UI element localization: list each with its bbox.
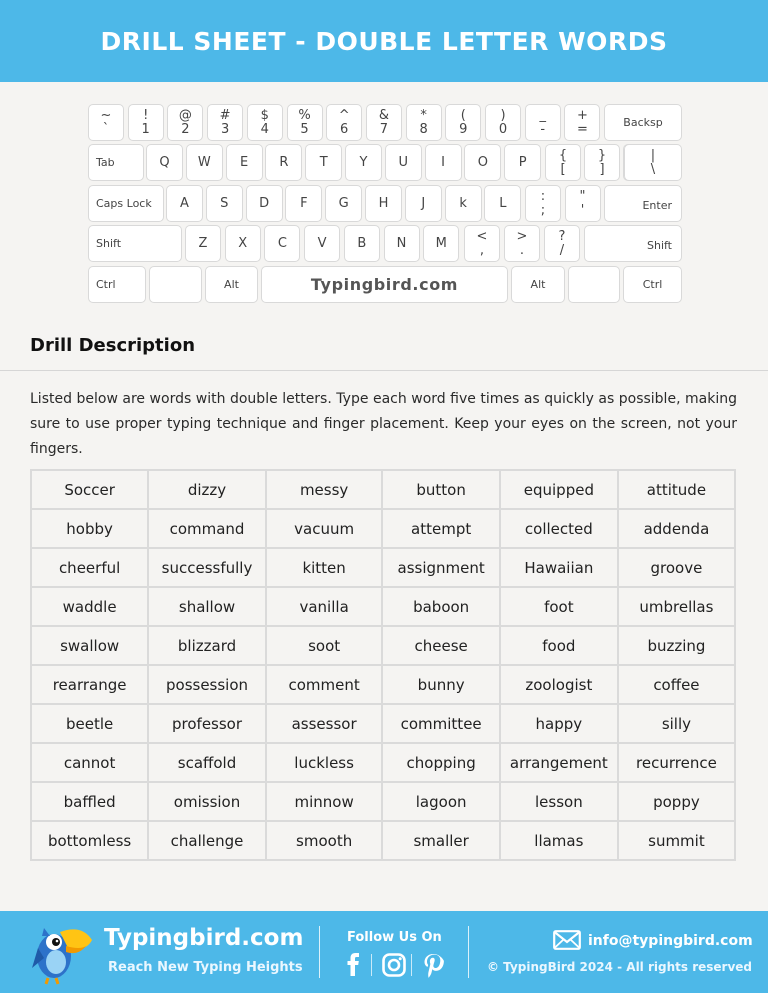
key-7: & 7 — [366, 104, 402, 141]
key-q: Q — [146, 144, 183, 181]
word-cell: coffee — [618, 665, 735, 704]
word-cell: cheerful — [31, 548, 148, 587]
key-symbol: : ; — [525, 185, 561, 222]
word-cell: baffled — [31, 782, 148, 821]
word-cell: chopping — [382, 743, 499, 782]
word-cell: foot — [500, 587, 618, 626]
pinterest-icon[interactable] — [420, 952, 446, 978]
word-cell: assessor — [266, 704, 383, 743]
key-g: G — [325, 185, 362, 222]
footer-brand-name: Typingbird.com — [104, 925, 304, 951]
word-cell: possession — [148, 665, 266, 704]
word-cell: waddle — [31, 587, 148, 626]
word-cell: silly — [618, 704, 735, 743]
word-cell: arrangement — [500, 743, 618, 782]
key-a: A — [166, 185, 203, 222]
key-j: J — [405, 185, 442, 222]
key-n: N — [384, 225, 420, 262]
word-cell: committee — [382, 704, 499, 743]
word-cell: Hawaiian — [500, 548, 618, 587]
word-cell: llamas — [500, 821, 618, 860]
word-cell: assignment — [382, 548, 499, 587]
drill-description-heading: Drill Description — [30, 335, 196, 356]
key--: _ - — [525, 104, 561, 141]
table-row — [31, 665, 735, 704]
word-cell: command — [148, 509, 266, 548]
key-symbol: < , — [464, 225, 500, 262]
key-symbol: } ] — [584, 144, 620, 181]
key-symbol: { [ — [545, 144, 581, 181]
table-row — [31, 470, 735, 509]
key-shift-left: Shift — [88, 225, 182, 262]
word-cell: recurrence — [618, 743, 735, 782]
social-divider — [411, 954, 412, 976]
word-cell: scaffold — [148, 743, 266, 782]
word-cell: hobby — [31, 509, 148, 548]
key-alt-right: Alt — [511, 266, 565, 303]
word-cell: attempt — [382, 509, 499, 548]
word-cell: food — [500, 626, 618, 665]
word-cell: addenda — [618, 509, 735, 548]
word-cell: vanilla — [266, 587, 383, 626]
word-cell: smaller — [382, 821, 499, 860]
word-cell: happy — [500, 704, 618, 743]
key-z: Z — [185, 225, 221, 262]
table-row — [31, 821, 735, 860]
key-alt-left: Alt — [205, 266, 258, 303]
word-cell: bottomless — [31, 821, 148, 860]
key-r: R — [265, 144, 302, 181]
word-cell: minnow — [266, 782, 383, 821]
key-ctrl-left: Ctrl — [88, 266, 146, 303]
key-w: W — [186, 144, 223, 181]
footer-tagline: Reach New Typing Heights — [108, 960, 303, 975]
page-title: DRILL SHEET - DOUBLE LETTER WORDS — [100, 26, 668, 56]
social-divider — [371, 954, 372, 976]
word-cell: vacuum — [266, 509, 383, 548]
word-cell: zoologist — [500, 665, 618, 704]
word-cell: poppy — [618, 782, 735, 821]
key-blank — [149, 266, 202, 303]
facebook-icon[interactable] — [341, 952, 367, 978]
word-cell: professor — [148, 704, 266, 743]
footer-copyright: © TypingBird 2024 - All rights reserved — [487, 960, 752, 974]
word-cell: messy — [266, 470, 383, 509]
key-e: E — [226, 144, 263, 181]
follow-us-label: Follow Us On — [347, 930, 442, 945]
key-v: V — [304, 225, 340, 262]
key-6: ^ 6 — [326, 104, 362, 141]
key-d: D — [246, 185, 283, 222]
word-cell: kitten — [266, 548, 383, 587]
key-backspace: Backsp — [604, 104, 682, 141]
table-row — [31, 587, 735, 626]
key-symbol: > . — [504, 225, 540, 262]
table-row — [31, 743, 735, 782]
key-blank — [568, 266, 620, 303]
key-c: C — [264, 225, 300, 262]
key-t: T — [305, 144, 342, 181]
key-o: O — [464, 144, 501, 181]
word-cell: challenge — [148, 821, 266, 860]
key-8: * 8 — [406, 104, 442, 141]
word-cell: attitude — [618, 470, 735, 509]
page-header — [0, 0, 768, 82]
key-l: L — [484, 185, 521, 222]
word-cell: buzzing — [618, 626, 735, 665]
table-row — [31, 626, 735, 665]
bird-logo-icon — [30, 918, 98, 986]
table-row — [31, 509, 735, 548]
key-s: S — [206, 185, 243, 222]
table-row — [31, 782, 735, 821]
footer-divider — [468, 926, 469, 978]
key-f: F — [285, 185, 322, 222]
word-cell: button — [382, 470, 499, 509]
word-cell: smooth — [266, 821, 383, 860]
contact-email[interactable]: info@typingbird.com — [588, 933, 753, 949]
word-cell: beetle — [31, 704, 148, 743]
word-table — [30, 469, 736, 861]
word-cell: cheese — [382, 626, 499, 665]
key-4: $ 4 — [247, 104, 283, 141]
key-0: ) 0 — [485, 104, 521, 141]
key-tab: Tab — [88, 144, 144, 181]
key-=: + = — [564, 104, 600, 141]
word-cell: rearrange — [31, 665, 148, 704]
key-b: B — [344, 225, 380, 262]
drill-description-text: Listed below are words with double letters. Type each word five times as quickly as possible, making sure to use proper typing technique and finger placement. Keep your eyes on the screen, not your fingers. — [30, 391, 737, 457]
word-cell: omission — [148, 782, 266, 821]
word-cell: groove — [618, 548, 735, 587]
key-2: @ 2 — [167, 104, 203, 141]
key-1: ! 1 — [128, 104, 164, 141]
key-symbol: ? / — [544, 225, 580, 262]
word-cell: collected — [500, 509, 618, 548]
word-cell: swallow — [31, 626, 148, 665]
word-cell: summit — [618, 821, 735, 860]
email-icon — [553, 930, 581, 950]
word-cell: baboon — [382, 587, 499, 626]
key-symbol: " ' — [565, 185, 601, 222]
word-cell: umbrellas — [618, 587, 735, 626]
key-u: U — [385, 144, 422, 181]
word-cell: Soccer — [31, 470, 148, 509]
key-space: Typingbird.com — [261, 266, 508, 303]
key-shift-right: Shift — [584, 225, 682, 262]
word-cell: shallow — [148, 587, 266, 626]
word-cell: blizzard — [148, 626, 266, 665]
word-cell: lesson — [500, 782, 618, 821]
key-ctrl-right: Ctrl — [623, 266, 682, 303]
instagram-icon[interactable] — [381, 952, 407, 978]
key-m: M — [423, 225, 459, 262]
keyboard-diagram — [88, 104, 682, 304]
word-cell: successfully — [148, 548, 266, 587]
word-cell: equipped — [500, 470, 618, 509]
word-cell: bunny — [382, 665, 499, 704]
key-backslash: | \ — [624, 144, 682, 181]
table-row — [31, 704, 735, 743]
word-cell: cannot — [31, 743, 148, 782]
key-3: # 3 — [207, 104, 243, 141]
section-divider — [0, 370, 768, 371]
footer-divider — [319, 926, 320, 978]
word-cell: luckless — [266, 743, 383, 782]
word-cell: soot — [266, 626, 383, 665]
key-p: P — [504, 144, 541, 181]
key-k: k — [445, 185, 482, 222]
word-cell: comment — [266, 665, 383, 704]
word-cell: lagoon — [382, 782, 499, 821]
key-h: H — [365, 185, 402, 222]
key-9: ( 9 — [445, 104, 481, 141]
key-x: X — [225, 225, 261, 262]
key-5: % 5 — [287, 104, 323, 141]
word-cell: dizzy — [148, 470, 266, 509]
key-enter: Enter — [604, 185, 682, 222]
key-y: Y — [345, 144, 382, 181]
key-i: I — [425, 144, 462, 181]
key-`: ~ ` — [88, 104, 124, 141]
table-row — [31, 548, 735, 587]
key-caps-lock: Caps Lock — [88, 185, 164, 222]
